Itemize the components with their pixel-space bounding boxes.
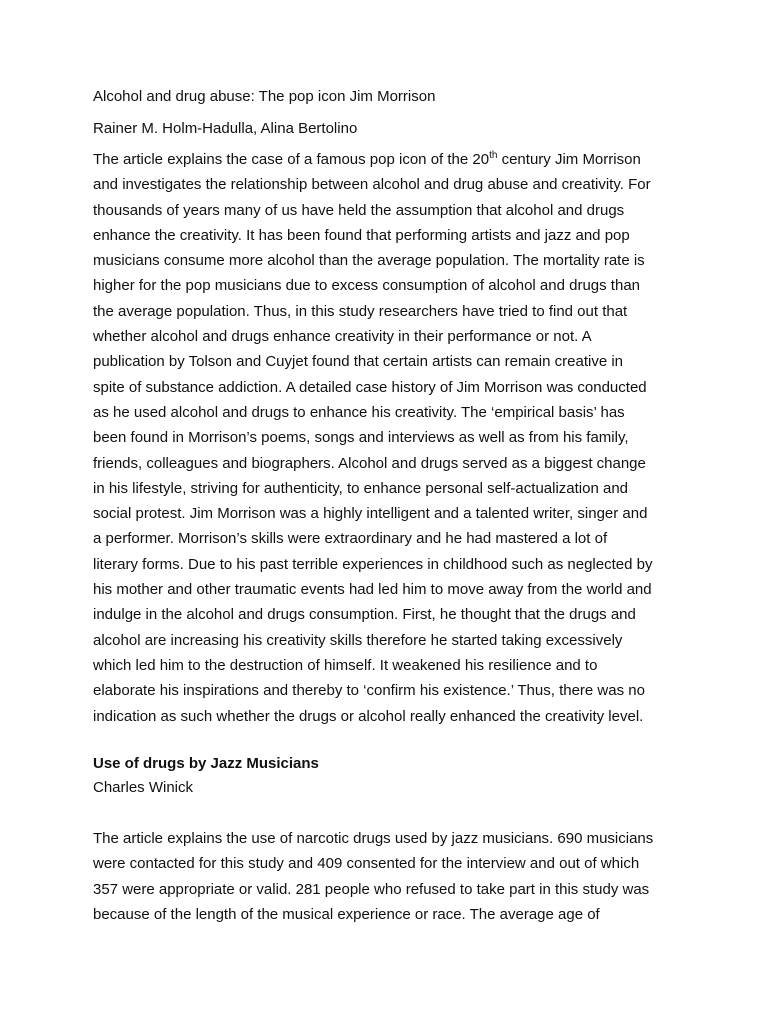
paragraph-line: literary forms. Due to his past terrible experiences in childhood such as neglected by	[93, 555, 653, 573]
paragraph-line: spite of substance addiction. A detailed case history of Jim Morrison was conducted	[93, 378, 647, 396]
article-paragraph	[93, 826, 693, 927]
paragraph-line: indulge in the alcohol and drugs consumption. First, he thought that the drugs and	[93, 606, 636, 624]
paragraph-line: indication as such whether the drugs or alcohol really enhanced the creativity level.	[93, 707, 644, 725]
paragraph-line: as he used alcohol and drugs to enhance his creativity. The ‘empirical basis’ has	[93, 403, 625, 421]
paragraph-line: a performer. Morrison’s skills were extraordinary and he had mastered a lot of	[93, 530, 608, 548]
section-heading: Use of drugs by Jazz Musicians	[93, 755, 319, 772]
section-author: Charles Winick	[93, 779, 194, 796]
paragraph-line: friends, colleagues and biographers. Alcohol and drugs served as a biggest change	[93, 454, 646, 472]
paragraph-line: been found in Morrison’s poems, songs and interviews as well as from his family,	[93, 429, 629, 447]
paragraph-line: whether alcohol and drugs enhance creativity in their performance or not. A	[93, 328, 592, 346]
paragraph-line: The article explains the use of narcotic drugs used by jazz musicians. 690 musicians	[93, 830, 654, 847]
paragraph-line: were contacted for this study and 409 consented for the interview and out of which	[93, 855, 640, 873]
paragraph-line: alcohol are increasing his creativity skills therefore he started taking excessively	[93, 631, 623, 649]
paragraph-line: publication by Tolson and Cuyjet found that certain artists can remain creative in	[93, 353, 624, 371]
article-title: Alcohol and drug abuse: The pop icon Jim Morrison	[93, 88, 436, 105]
paragraph-line: his mother and other traumatic events had led him to move away from the world and	[93, 581, 652, 599]
paragraph-line: higher for the pop musicians due to excess consumption of alcohol and drugs than	[93, 277, 641, 295]
paragraph-line: musicians consume more alcohol than the average population. The mortality rate is	[93, 252, 645, 270]
paragraph-line: and investigates the relationship between alcohol and drug abuse and creativity. For	[93, 176, 651, 194]
paragraph-line: because of the length of the musical experience or race. The average age of	[93, 905, 600, 923]
superscript: th	[489, 150, 498, 161]
paragraph-line: the average population. Thus, in this study researchers have tried to find out that	[93, 302, 628, 320]
paragraph-line: in his lifestyle, striving for authenticity, to enhance personal self-actualization and	[93, 479, 629, 497]
paragraph-line: which led him to the destruction of himself. It weakened his resilience and to	[93, 656, 598, 674]
text-run: The article explains the case of a famous pop icon of the 20	[93, 151, 490, 168]
article-authors: Rainer M. Holm-Hadulla, Alina Bertolino	[93, 120, 358, 137]
text-run: century Jim Morrison	[497, 151, 641, 168]
paragraph-line	[93, 147, 693, 172]
paragraph-line: thousands of years many of us have held the assumption that alcohol and drugs	[93, 201, 625, 219]
article-paragraph	[93, 147, 693, 729]
paragraph-line: enhance the creativity. It has been found that performing artists and jazz and pop	[93, 226, 630, 244]
paragraph-line: social protest. Jim Morrison was a highly intelligent and a talented writer, singer and	[93, 505, 648, 523]
paragraph-line: elaborate his inspirations and thereby to ‘confirm his existence.’ Thus, there was no	[93, 682, 645, 700]
paragraph-line: 357 were appropriate or valid. 281 people who refused to take part in this study was	[93, 880, 650, 898]
